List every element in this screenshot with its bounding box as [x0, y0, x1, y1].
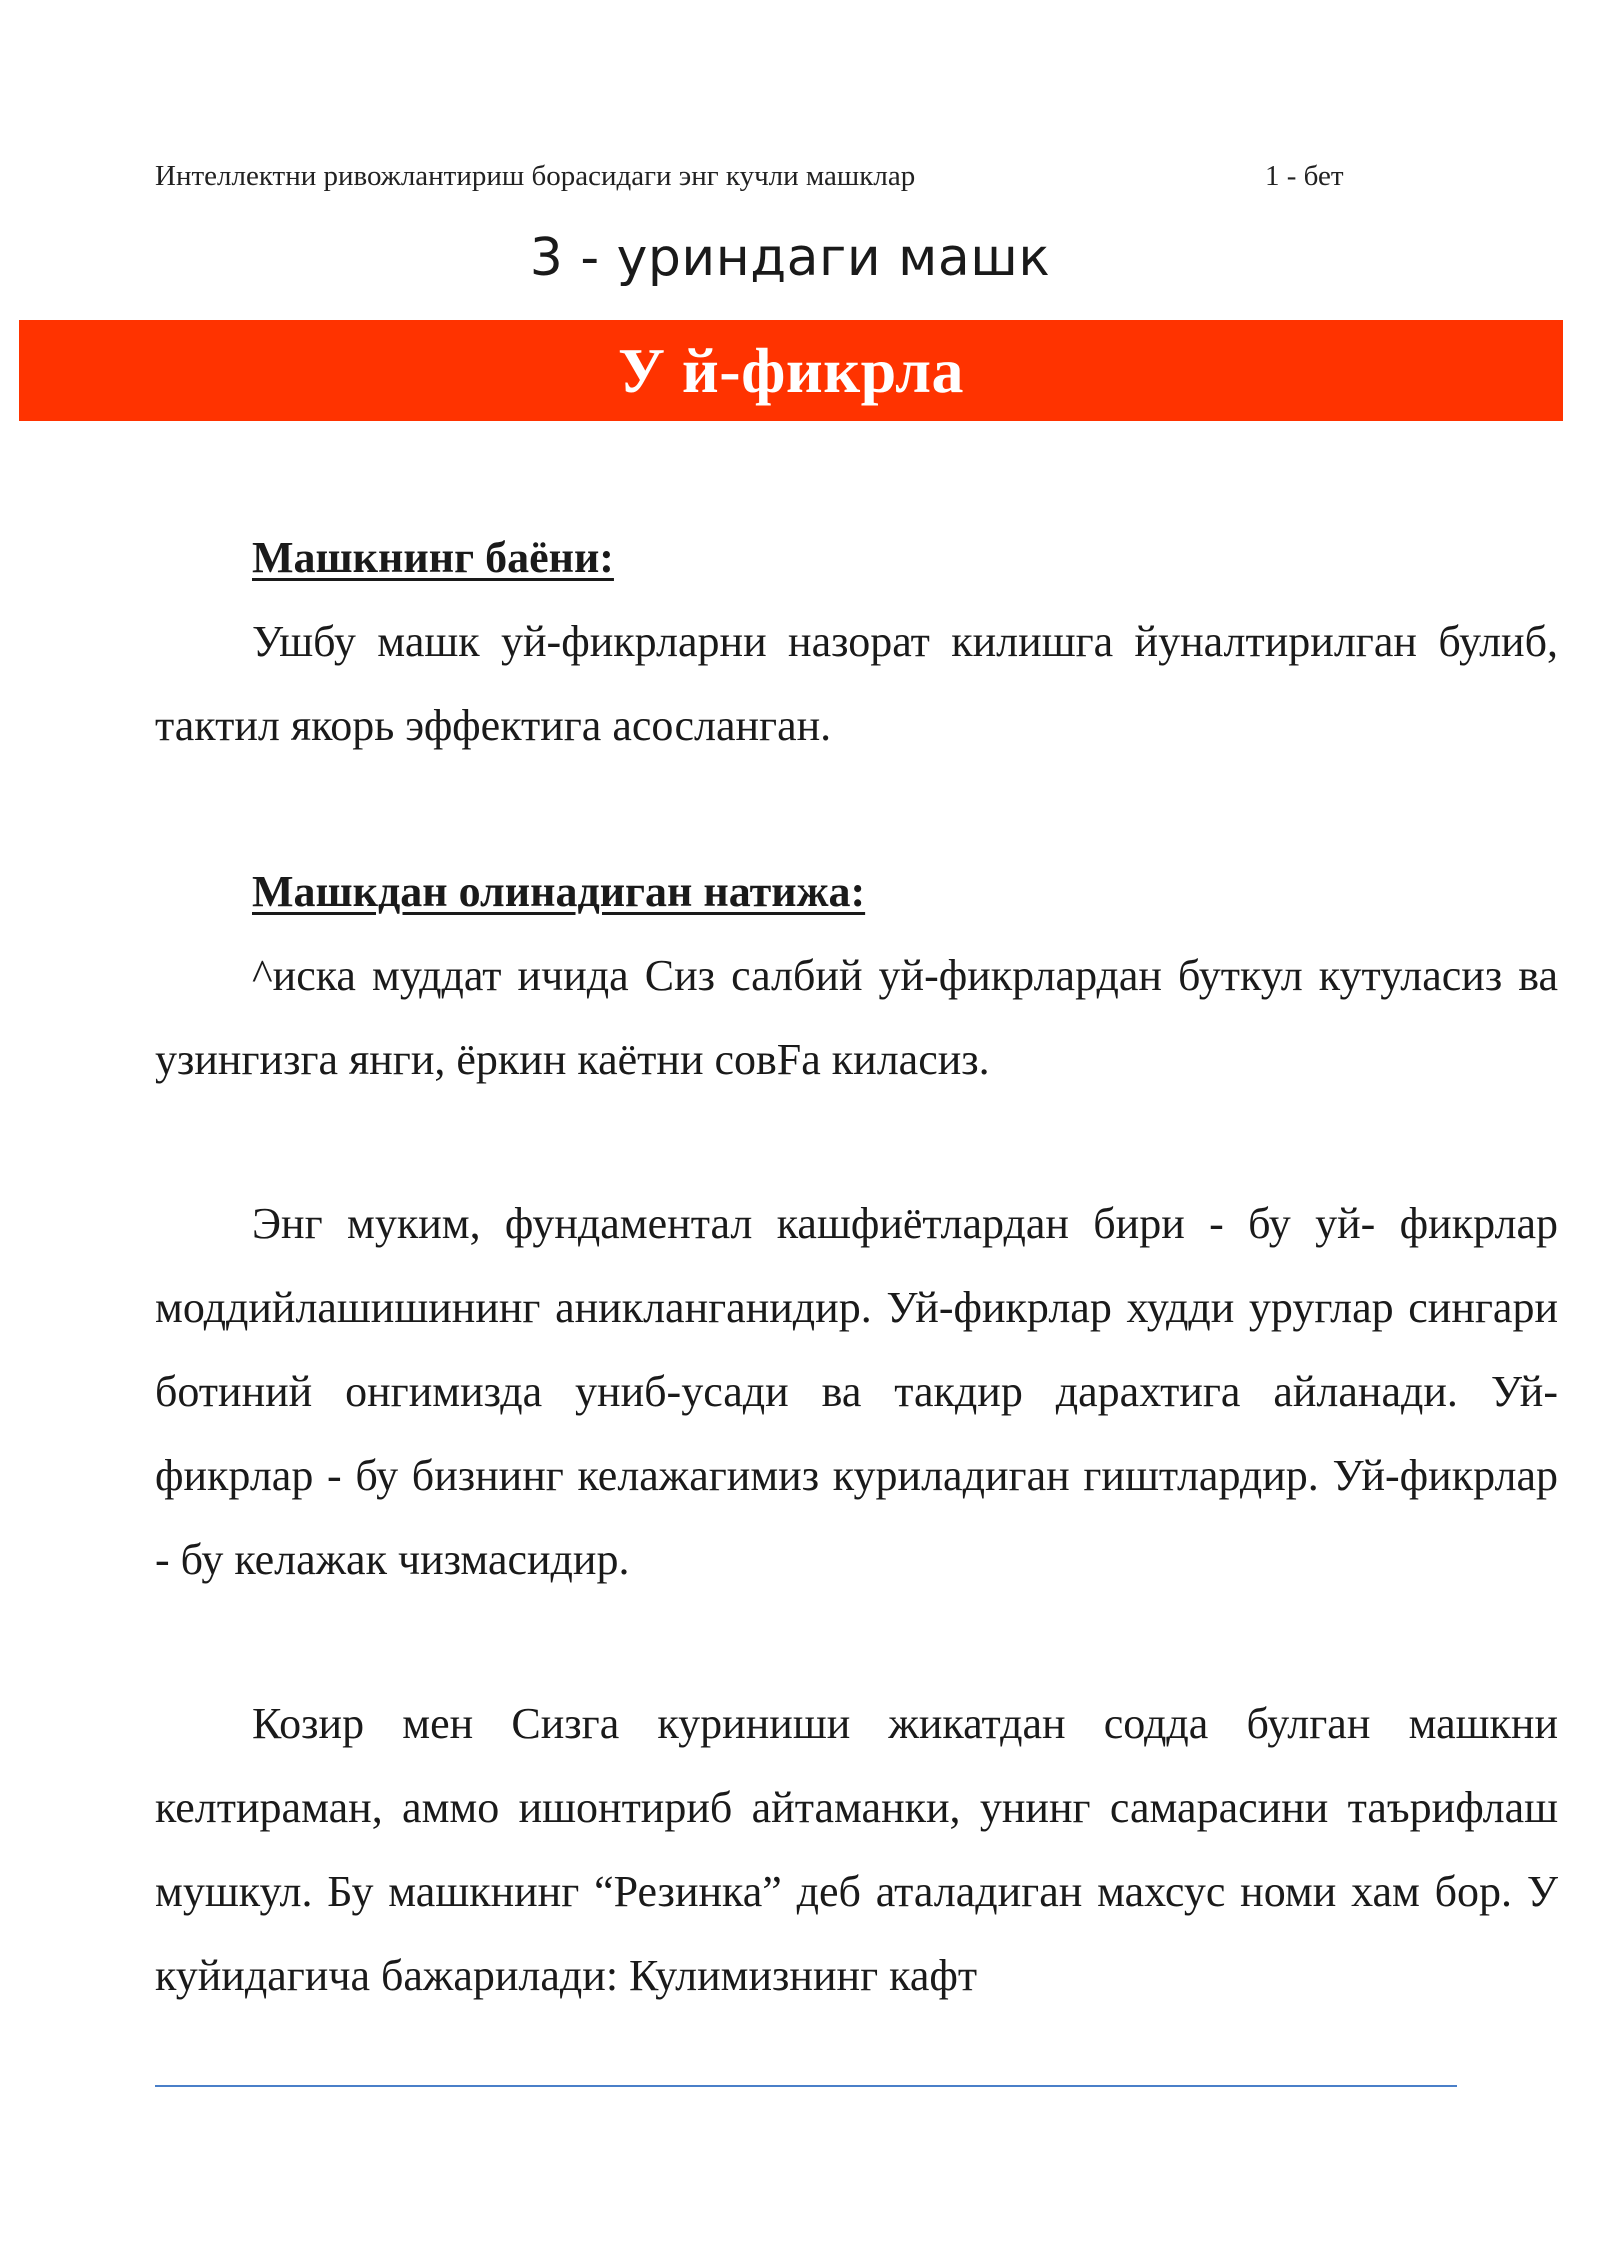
paragraph-spacer: [155, 1102, 1558, 1182]
document-body: [155, 516, 1558, 2018]
paragraph-main: Энг муким, фундаментал кашфиётлардан бири - бу уй- фикрлар моддийлашишининг аникланганидир. Уй-фикрлар худди уруглар сингари ботиний онгимизда униб-усади ва такдир дарахтига айланади. Уй-фикрлар - бу бизнинг келажагимиз куриладиган гиштлардир. Уй-фикрлар - бу келажак чизмасидир.: [155, 1199, 1558, 1584]
page-number: 1 - бет: [1265, 160, 1344, 192]
paragraph-exercise: Козир мен Сизга куриниши жикатдан содда булган машкни келтираман, аммо ишонтириб айтаманки, унинг самарасини таърифлаш мушкул. Бу машкнинг “Резинка” деб аталадиган махсус номи хам бор. У куйидагича бажарилади: Кулимизнинг кафт: [155, 1699, 1558, 2000]
running-header-title: Интеллектни ривожлантириш борасидаги энг кучли машклар: [155, 160, 916, 192]
title-banner: [19, 320, 1563, 421]
paragraph-description: Ушбу машк уй-фикрларни назорат килишга йуналтирилган булиб, тактил якорь эффектига асосланган.: [155, 617, 1558, 750]
paragraph-result: ^иска муддат ичида Сиз салбий уй-фикрлардан буткул кутуласиз ва узингизга янги, ёркин каётни совFа киласиз.: [155, 951, 1558, 1084]
paragraph-spacer: [155, 1602, 1558, 1682]
section-heading-description: Машкнинг баёни:: [252, 533, 614, 582]
section-heading-result: Машкдан олинадиган натижа:: [252, 867, 866, 916]
paragraph-spacer: [155, 768, 1558, 850]
footnote-separator: [155, 2085, 1457, 2087]
chapter-title: 3 - уриндаги машк: [529, 228, 1051, 288]
banner-title: У й-фикрла: [617, 334, 965, 406]
